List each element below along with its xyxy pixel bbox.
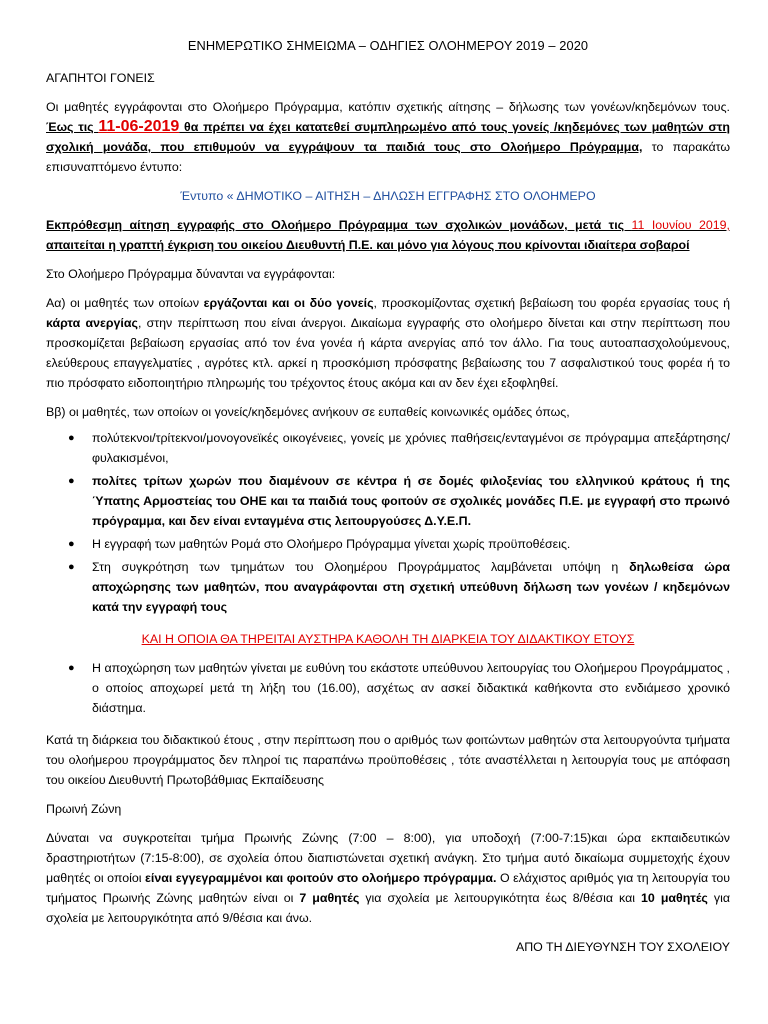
list-item: ● πολίτες τρίτων χωρών που διαμένουν σε κέντρα ή σε δομές φιλοξενίας του ελληνικού κράτους ή της Ύπατης Αρμοστείας του ΟΗΕ και τα παιδιά τους φοιτούν σε σχολικές μονάδες Π.Ε. με εγγραφή στο πρωινό πρόγραμμα, και δεν είναι ενταγμένα στις λειτουργούσες Δ.Υ.Ε.Π. <box>46 471 730 531</box>
signature: ΑΠΟ ΤΗ ΔΙΕΥΘΥΝΣΗ ΤΟΥ ΣΧΟΛΕΙΟΥ <box>515 940 730 954</box>
form-prefix: Έντυπο « <box>180 189 237 203</box>
morning-zone-heading: Πρωινή Ζώνη <box>46 802 122 816</box>
section-a-bold-2: κάρτα ανεργίας <box>46 316 138 330</box>
section-a-bold-1: εργάζονται και οι δύο γονείς <box>203 296 374 310</box>
intro-text-1: Οι μαθητές εγγράφονται στο Ολοήμερο Πρόγραμμα, κατόπιν σχετικής αίτησης – δήλωσης των γονέων/κηδεμόνων τους. <box>46 100 730 114</box>
intro-text-2: το παρακάτω επισυναπτόμενο έντυπο: <box>46 140 730 174</box>
intro-paragraph <box>46 97 730 177</box>
section-a-text-1: Αα) οι μαθητές των οποίων <box>46 296 204 310</box>
eligible-heading: Στο Ολοήμερο Πρόγραμμα δύνανται να εγγράφονται: <box>46 267 336 281</box>
intro-deadline-label: Έως τις <box>46 120 99 134</box>
bullet-icon: ● <box>68 538 75 550</box>
section-b-heading: Ββ) οι μαθητές, των οποίων οι γονείς/κηδεμόνες ανήκουν σε ευπαθείς κοινωνικές ομάδες όπως, <box>46 405 570 419</box>
list-item: ● Η αποχώρηση των μαθητών γίνεται με ευθύνη του εκάστοτε υπεύθυνου λειτουργίας του Ολοήμερου Προγράμματος , ο οποίος αποχωρεί μετά τη λήξη του (16.00), ασχέτως αν ασκεί διδακτικά καθήκοντα στο ενδιάμεσο χρονικό διάστημα. <box>46 658 730 718</box>
greeting: ΑΓΑΠΗΤΟΙ ΓΟΝΕΙΣ <box>46 71 155 85</box>
bullet-icon: ● <box>68 475 75 487</box>
vulnerable-groups-list <box>46 428 730 617</box>
bullet-icon: ● <box>68 561 75 573</box>
bullet-icon: ● <box>68 432 75 444</box>
list-item: ● Η εγγραφή των μαθητών Ρομά στο Ολοήμερο Πρόγραμμα γίνεται χωρίς προϋποθέσεις. <box>46 534 730 554</box>
suspension-paragraph: Κατά τη διάρκεια του διδακτικού έτους , στην περίπτωση που ο αριθμός των φοιτώντων μαθητών στα λειτουργούντα τμήματα του ολοήμερου προγράμματος δεν πληροί τις παραπάνω προϋποθέσεις , τότε αναστέλλεται η λειτουργία τους με απόφαση του οικείου Διευθυντή Πρωτοβάθμιας Εκπαίδευσης <box>46 733 730 787</box>
late-text-2: απαιτείται η γραπτή έγκριση του οικείου Διευθυντή Π.Ε. και μόνο για λόγους που κρίνονται ιδιαίτερα σοβαροί <box>46 238 690 252</box>
morning-zone-paragraph: Δύναται να συγκροτείται τμήμα Πρωινής Ζώνης (7:00 – 8:00), για υποδοχή (7:00-7:15)και ώρα εκπαιδευτικών δραστηριοτήτων (7:15-8:00), σε σχολεία όπου διαπιστώνεται σχετική ανάγκη. Στο τμήμα αυτό δικαίωμα συμμετοχής έχουν μαθητές οι οποίοι είναι εγγεγραμμένοι και φοιτούν στο ολοήμερο πρόγραμμα. Ο ελάχιστος αριθμός για τη λειτουργία του τμήματος Πρωινής Ζώνης μαθητών είναι οι 7 μαθητές για σχολεία με λειτουργικότητα έως 8/θέσια και 10 μαθητές για σχολεία με λειτουργικότητα από 9/θέσια και άνω. <box>46 831 731 925</box>
list-item: ● πολύτεκνοι/τρίτεκνοι/μονογονεϊκές οικογένειες, γονείς με χρόνιες παθήσεις/ενταγμένοι σε πρόγραμμα απεξάρτησης/φυλακισμένοι, <box>46 428 730 468</box>
late-text-1: Εκπρόθεσμη αίτηση εγγραφής στο Ολοήμερο Πρόγραμμα των σχολικών μονάδων, μετά τις <box>46 218 632 232</box>
section-a-text-2: , προσκομίζοντας σχετική βεβαίωση του φορέα εργασίας τους ή <box>373 296 730 310</box>
bullet-icon: ● <box>68 662 75 674</box>
intro-deadline-date: 11-06-2019 <box>98 118 180 135</box>
list-item: ● Στη συγκρότηση των τμημάτων του Ολοημέρου Προγράμματος λαμβάνεται υπόψη η δηλωθείσα ώρα αποχώρησης των μαθητών, που αναγράφονται στη σχετική υπεύθυνη δήλωση των γονέων / κηδεμόνων κατά την εγγραφή τους <box>46 557 730 617</box>
document-title: ΕΝΗΜΕΡΩΤΙΚΟ ΣΗΜΕΙΩΜΑ – ΟΔΗΓΙΕΣ ΟΛΟΗΜΕΡΟΥ 2019 – 2020 <box>187 38 589 53</box>
form-name: ΔΗΜΟΤΙΚΟ – ΑΙΤΗΣΗ – ΔΗΛΩΣΗ ΕΓΓΡΑΦΗΣ ΣΤΟ ΟΛΟΗΜΕΡΟ <box>236 189 596 203</box>
strict-notice: ΚΑΙ Η ΟΠΟΙΑ ΘΑ ΤΗΡΕΙΤΑΙ ΑΥΣΤΗΡΑ ΚΑΘΟΛΗ ΤΗ ΔΙΑΡΚΕΙΑ ΤΟΥ ΔΙΔΑΚΤΙΚΟΥ ΕΤΟΥΣ <box>141 632 635 646</box>
section-a-paragraph <box>46 293 730 393</box>
intro-deadline-text: θα πρέπει να έχει κατατεθεί συμπληρωμένο από τους γονείς /κηδεμόνες των μαθητών στη σχολική μονάδα, που επιθυμούν να εγγράψουν τα παιδιά τους στο Ολοήμερο Πρόγραμμα, <box>46 120 730 154</box>
form-reference <box>46 186 730 206</box>
departure-list <box>46 658 730 718</box>
section-a-text-3: , στην περίπτωση που είναι άνεργοι. Δικαίωμα εγγραφής στο ολοήμερο δίνεται και στην περίπτωση που προσκομίζεται βεβαίωση εργασίας από τον ένα γονέα ή κάρτα ανεργίας από τον άλλο. Για τους αυτοαπασχολούμενους, ελεύθερους επαγγελματίες , αγρότες κτλ. αρκεί η προσκόμιση πρόσφατης βεβαίωσης του 7 ασφαλιστικού τους φορέα ή το πιο πρόσφατο ειδοποιητήριο πληρωμής του τρέχοντος έτους ακόμα και αν δεν έχει εξοφληθεί. <box>46 316 730 390</box>
late-date: 11 Ιουνίου 2019, <box>631 218 730 232</box>
late-application-paragraph <box>46 215 730 255</box>
